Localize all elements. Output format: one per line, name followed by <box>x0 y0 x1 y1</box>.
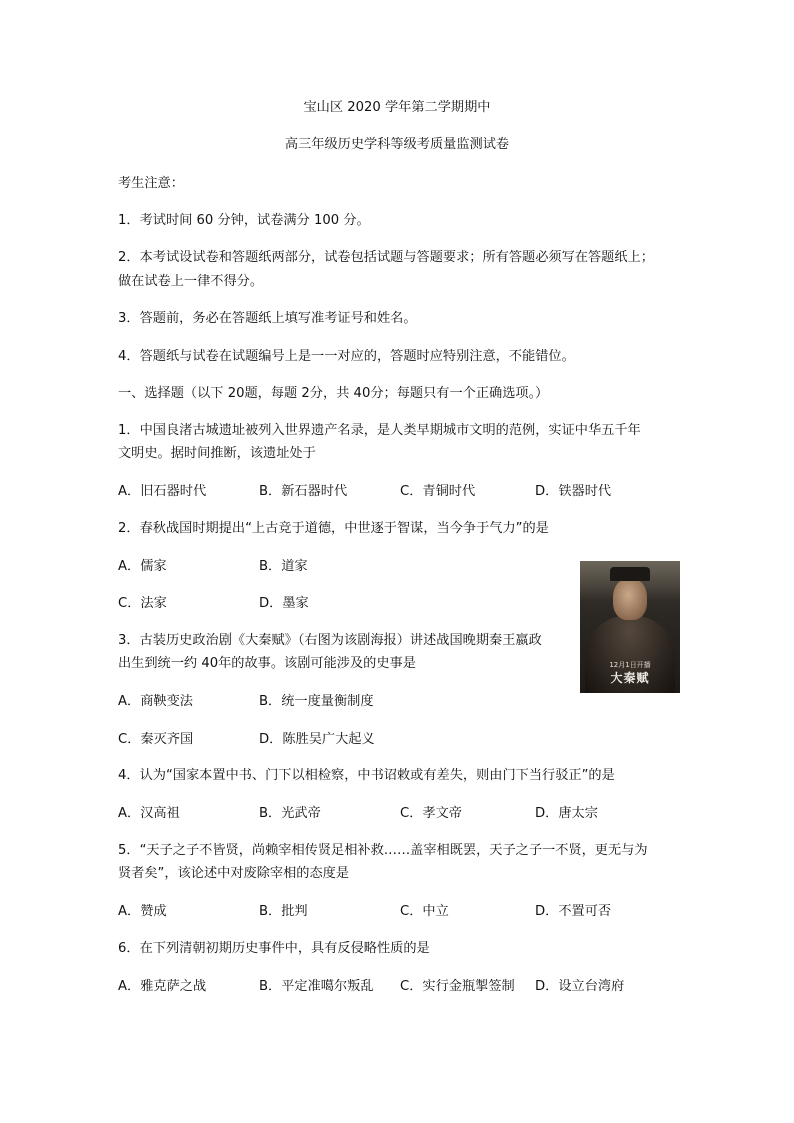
poster-title-text: 大秦赋 <box>610 671 650 685</box>
section-heading: 一、选择题（以下 20题，每题 2分，共 40分；每题只有一个正确选项。） <box>118 386 549 401</box>
poster-figure-head <box>613 578 647 620</box>
notice-item: 4．答题纸与试卷在试题编号上是一一对应的，答题时应特别注意，不能错位。 <box>118 349 575 364</box>
notice-item: 1．考试时间 60 分钟，试卷满分 100 分。 <box>118 213 370 228</box>
option-a[interactable]: A．雅克萨之战 <box>118 979 207 994</box>
option-c[interactable]: C．孝文帝 <box>400 806 462 821</box>
question-stem: 2．春秋战国时期提出“上古竞于道德，中世逐于智谋，当今争于气力”的是 <box>118 521 549 536</box>
question-stem: 4．认为“国家本置中书、门下以相检察，中书诏敕或有差失，则由门下当行驳正”的是 <box>118 768 615 783</box>
option-a[interactable]: A．赞成 <box>118 904 167 919</box>
question-stem: 3．古装历史政治剧《大秦赋》（右图为该剧海报）讲述战国晚期秦王嬴政 <box>118 633 542 648</box>
notice-heading: 考生注意： <box>118 176 184 191</box>
option-d[interactable]: D．不置可否 <box>535 904 612 919</box>
option-a[interactable]: A．儒家 <box>118 559 167 574</box>
poster-date-text: 12月1日开播 <box>609 661 651 669</box>
option-a[interactable]: A．商鞅变法 <box>118 694 193 709</box>
option-b[interactable]: B．新石器时代 <box>259 484 348 499</box>
drama-poster-image <box>580 561 680 693</box>
poster-figure-crown <box>610 567 650 581</box>
option-c[interactable]: C．法家 <box>118 596 167 611</box>
option-b[interactable]: B．道家 <box>259 559 308 574</box>
exam-title-line1: 宝山区 2020 学年第二学期期中 <box>303 100 491 115</box>
option-d[interactable]: D．唐太宗 <box>535 806 598 821</box>
option-a[interactable]: A．旧石器时代 <box>118 484 207 499</box>
question-stem: 出生到统一约 40年的故事。该剧可能涉及的史事是 <box>118 656 416 671</box>
option-b[interactable]: B．统一度量衡制度 <box>259 694 374 709</box>
notice-item: 3．答题前，务必在答题纸上填写准考证号和姓名。 <box>118 311 417 326</box>
option-a[interactable]: A．汉高祖 <box>118 806 180 821</box>
question-stem: 1．中国良渚古城遗址被列入世界遗产名录，是人类早期城市文明的范例，实证中华五千年 <box>118 423 641 438</box>
option-d[interactable]: D．墨家 <box>259 596 309 611</box>
notice-item: 2．本考试设试卷和答题纸两部分，试卷包括试题与答题要求；所有答题必须写在答题纸上； <box>118 250 654 265</box>
option-b[interactable]: B．光武帝 <box>259 806 321 821</box>
option-d[interactable]: D．设立台湾府 <box>535 979 625 994</box>
question-stem: 文明史。据时间推断，该遗址处于 <box>118 446 316 461</box>
option-c[interactable]: C．中立 <box>400 904 449 919</box>
option-b[interactable]: B．批判 <box>259 904 308 919</box>
exam-title-line2: 高三年级历史学科等级考质量监测试卷 <box>284 137 510 152</box>
option-b[interactable]: B．平定准噶尔叛乱 <box>259 979 374 994</box>
option-c[interactable]: C．青铜时代 <box>400 484 476 499</box>
question-stem: 5．“天子之子不皆贤，尚赖宰相传贤足相补救……盖宰相既罢，天子之子一不贤，更无与为 <box>118 843 648 858</box>
notice-item: 做在试卷上一律不得分。 <box>118 274 264 289</box>
option-d[interactable]: D．陈胜吴广大起义 <box>259 732 375 747</box>
option-c[interactable]: C．秦灭齐国 <box>118 732 194 747</box>
option-c[interactable]: C．实行金瓶掣签制 <box>400 979 515 994</box>
question-stem: 贤者矣”，该论述中对废除宰相的态度是 <box>118 866 350 881</box>
option-d[interactable]: D．铁器时代 <box>535 484 612 499</box>
question-stem: 6．在下列清朝初期历史事件中，具有反侵略性质的是 <box>118 941 430 956</box>
